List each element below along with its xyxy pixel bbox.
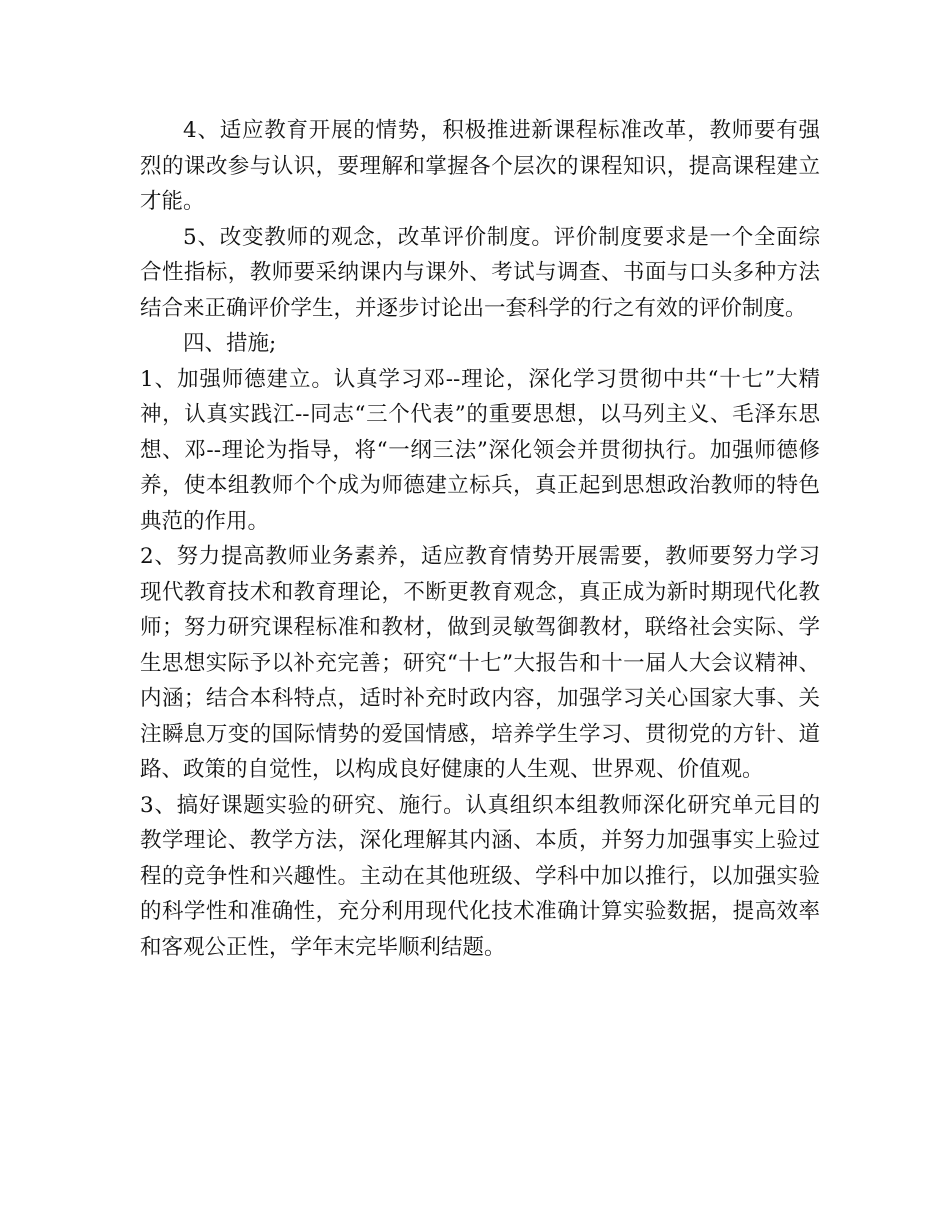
measure-item-2: 2、努力提高教师业务素养，适应教育情势开展需要，教师要努力学习现代教育技术和教育理论，不断更教育观念，真正成为新时期现代化教师；努力研究课程标准和教材，做到灵敏驾御教材，联络社会实际、学生思想实际予以补充完善；研究“十七”大报告和十一届人大会议精神、内涵；结合本科特点，适时补充时政内容，加强学习关心国家大事、关注瞬息万变的国际情势的爱国情感，培养学生学习、贯彻党的方针、道路、政策的自觉性，以构成良好健康的人生观、世界观、价值观。 [140, 544, 820, 782]
measure-item-1: 1、加强师德建立。认真学习邓--理论，深化学习贯彻中共“十七”大精神，认真实践江--同志“三个代表”的重要思想，以马列主义、毛泽东思想、邓--理论为指导，将“一纲三法”深化领会并贯彻执行。加强师德修养，使本组教师个个成为师德建立标兵，真正起到思想政治教师的特色典范的作用。 [140, 366, 820, 534]
paragraph-item-4: 4、适应教育开展的情势，积极推进新课程标准改革，教师要有强烈的课改参与认识，要理解和掌握各个层次的课程知识，提高课程建立才能。 [140, 118, 820, 214]
section-heading-measures: 四、措施; [183, 331, 277, 356]
document-body [140, 113, 820, 965]
measure-item-3: 3、搞好课题实验的研究、施行。认真组织本组教师深化研究单元目的教学理论、教学方法，深化理解其内涵、本质，并努力加强事实上验过程的竞争性和兴趣性。主动在其他班级、学科中加以推行，以加强实验的科学性和准确性，充分利用现代化技术准确计算实验数据，提高效率和客观公正性，学年末完毕顺利结题。 [140, 792, 820, 960]
paragraph-item-5: 5、改变教师的观念，改革评价制度。评价制度要求是一个全面综合性指标，教师要采纳课内与课外、考试与调查、书面与口头多种方法结合来正确评价学生，并逐步讨论出一套科学的行之有效的评价制度。 [140, 224, 820, 321]
